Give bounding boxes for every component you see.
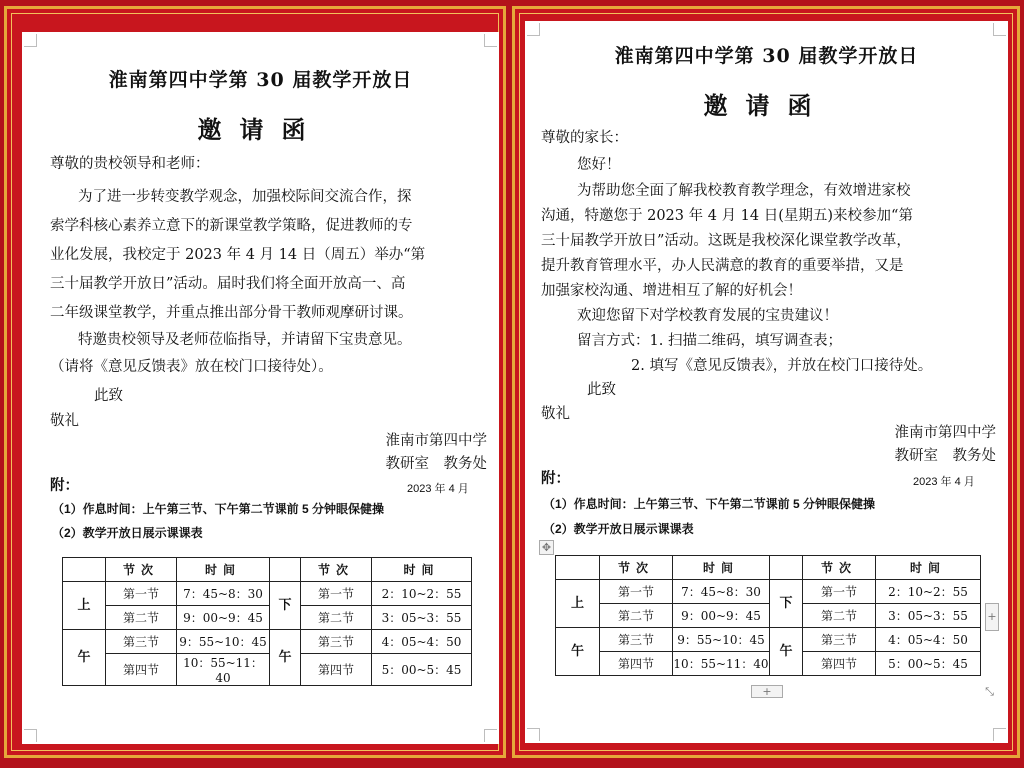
- salutation: 尊敬的贵校领导和老师：: [50, 156, 210, 172]
- morning-label: 上: [556, 580, 600, 628]
- time-cell: 4：05~4：50: [876, 628, 981, 652]
- time-cell: 3：05~3：55: [876, 604, 981, 628]
- time-cell: 2：10~2：55: [876, 580, 981, 604]
- table-cell: [556, 556, 600, 580]
- crop-mark: [527, 23, 540, 36]
- period-cell: 第三节: [803, 628, 876, 652]
- table-header: 时间: [876, 556, 981, 580]
- table-row: [63, 582, 472, 606]
- closing-line: 敬礼: [50, 413, 79, 429]
- body-line: 欢迎您留下对学校教育发展的宝贵建议！: [577, 308, 838, 324]
- table-row: [63, 654, 472, 686]
- class-schedule-table: [555, 555, 981, 676]
- table-header: 时间: [372, 558, 472, 582]
- salutation: 尊敬的家长：: [541, 130, 628, 146]
- time-cell: 2：10~2：55: [372, 582, 472, 606]
- crop-mark: [24, 729, 37, 742]
- time-cell: 9：55~10：45: [673, 628, 770, 652]
- invitation-title: 邀请函: [703, 91, 830, 120]
- time-cell: 3：05~3：55: [372, 606, 472, 630]
- morning-label: 上: [63, 582, 106, 630]
- time-cell: 7：45~8：30: [673, 580, 770, 604]
- schedule-note: （2）教学开放日展示课课表: [52, 526, 203, 540]
- signature-school: 淮南市第四中学: [894, 425, 996, 441]
- afternoon-label: 午: [770, 628, 803, 676]
- invitation-title: 邀请函: [197, 115, 324, 144]
- crop-mark: [527, 728, 540, 741]
- body-line: （请将《意见反馈表》放在校门口接待处）。: [50, 359, 333, 375]
- signature-department: 教研室 教务处: [385, 456, 487, 472]
- time-cell: 7：45~8：30: [177, 582, 270, 606]
- table-cell: [63, 558, 106, 582]
- body-line: 为了进一步转变教学观念，加强校际间交流合作，探: [78, 189, 412, 205]
- table-cell: [770, 556, 803, 580]
- period-cell: 第三节: [301, 630, 372, 654]
- table-header: 节次: [803, 556, 876, 580]
- afternoon-label: 下: [770, 580, 803, 628]
- right-invitation-frame: [512, 6, 1020, 758]
- time-cell: 4：05~4：50: [372, 630, 472, 654]
- appendix-label: 附：: [50, 477, 79, 494]
- period-cell: 第一节: [106, 582, 177, 606]
- crop-mark: [484, 34, 497, 47]
- time-cell: 5：00~5：45: [372, 654, 472, 686]
- afternoon-label: 下: [270, 582, 301, 630]
- body-line: 三十届教学开放日”活动。这既是我校深化课堂教学改革，: [541, 233, 911, 249]
- body-line: 提升教育管理水平，办人民满意的教育的重要举措，又是: [541, 258, 904, 274]
- table-row: [63, 630, 472, 654]
- period-cell: 第四节: [301, 654, 372, 686]
- left-invitation-frame: [4, 6, 506, 758]
- period-cell: 第二节: [301, 606, 372, 630]
- time-cell: 10：55~11：40: [177, 654, 270, 686]
- schedule-note: （1）作息时间：上午第三节、下午第二节课前 5 分钟眼保健操: [52, 502, 385, 516]
- appendix-label: 附：: [541, 470, 570, 487]
- period-cell: 第二节: [803, 604, 876, 628]
- closing-line: 敬礼: [541, 406, 570, 422]
- right-invitation-page: [525, 21, 1008, 743]
- period-cell: 第四节: [600, 652, 673, 676]
- period-cell: 第三节: [106, 630, 177, 654]
- period-cell: 第三节: [600, 628, 673, 652]
- morning-label: 午: [556, 628, 600, 676]
- table-row: [63, 606, 472, 630]
- time-cell: 9：00~9：45: [177, 606, 270, 630]
- period-cell: 第二节: [600, 604, 673, 628]
- closing-line: 此致: [94, 388, 123, 404]
- time-cell: 10：55~11：40: [673, 652, 770, 676]
- table-header: 节次: [106, 558, 177, 582]
- left-invitation-page: [22, 32, 499, 744]
- time-cell: 9：55~10：45: [177, 630, 270, 654]
- table-header: 时间: [673, 556, 770, 580]
- closing-line: 此致: [587, 382, 616, 398]
- class-schedule-table: [62, 557, 472, 686]
- crop-mark: [24, 34, 37, 47]
- morning-label: 午: [63, 630, 106, 686]
- signature-date: 2023 年 4 月: [407, 483, 469, 495]
- body-line: 特邀贵校领导及老师莅临指导，并请留下宝贵意见。: [78, 332, 412, 348]
- period-cell: 第一节: [600, 580, 673, 604]
- afternoon-label: 午: [270, 630, 301, 686]
- body-line: 加强家校沟通、增进相互了解的好机会！: [541, 283, 802, 299]
- school-title: 淮南第四中学第 30 届教学开放日: [108, 69, 413, 91]
- body-line: 留言方式：1. 扫描二维码，填写调查表；: [577, 333, 842, 349]
- signature-date: 2023 年 4 月: [913, 476, 975, 488]
- period-cell: 第四节: [106, 654, 177, 686]
- body-line: 沟通，特邀您于 2023 年 4 月 14 日(星期五)来校参加“第: [541, 208, 913, 224]
- body-line: 索学科核心素养立意下的新课堂教学策略，促进教师的专: [50, 218, 413, 234]
- signature-school: 淮南市第四中学: [385, 433, 487, 449]
- table-header: 节次: [301, 558, 372, 582]
- body-line: 业化发展，我校定于 2023 年 4 月 14 日（周五）举办“第: [50, 247, 426, 263]
- body-line: 二年级课堂教学，并重点推出部分骨干教师观摩研讨课。: [50, 305, 413, 321]
- table-row: [556, 604, 981, 628]
- crop-mark: [993, 23, 1006, 36]
- greeting: 您好！: [577, 157, 621, 173]
- crop-mark: [484, 729, 497, 742]
- table-header: 节次: [600, 556, 673, 580]
- table-resize-handle[interactable]: ⤡: [985, 685, 994, 698]
- body-line: 为帮助您全面了解我校教育教学理念，有效增进家校: [577, 183, 911, 199]
- time-cell: 5：00~5：45: [876, 652, 981, 676]
- table-header: 时间: [177, 558, 270, 582]
- schedule-note: （2）教学开放日展示课课表: [543, 522, 694, 536]
- add-row-button[interactable]: +: [751, 685, 783, 698]
- body-line: 2. 填写《意见反馈表》，并放在校门口接待处。: [631, 358, 933, 374]
- schedule-note: （1）作息时间：上午第三节、下午第二节课前 5 分钟眼保健操: [543, 497, 876, 511]
- body-line: 三十届教学开放日”活动。届时我们将全面开放高一、高: [50, 276, 406, 292]
- table-cell: [270, 558, 301, 582]
- add-column-button[interactable]: +: [985, 603, 999, 631]
- table-row: [556, 628, 981, 652]
- period-cell: 第四节: [803, 652, 876, 676]
- period-cell: 第一节: [301, 582, 372, 606]
- period-cell: 第一节: [803, 580, 876, 604]
- table-move-handle[interactable]: ✥: [539, 540, 554, 555]
- school-title: 淮南第四中学第 30 届教学开放日: [614, 45, 919, 67]
- table-row: [556, 652, 981, 676]
- time-cell: 9：00~9：45: [673, 604, 770, 628]
- period-cell: 第二节: [106, 606, 177, 630]
- crop-mark: [993, 728, 1006, 741]
- table-row: [556, 580, 981, 604]
- signature-department: 教研室 教务处: [894, 448, 996, 464]
